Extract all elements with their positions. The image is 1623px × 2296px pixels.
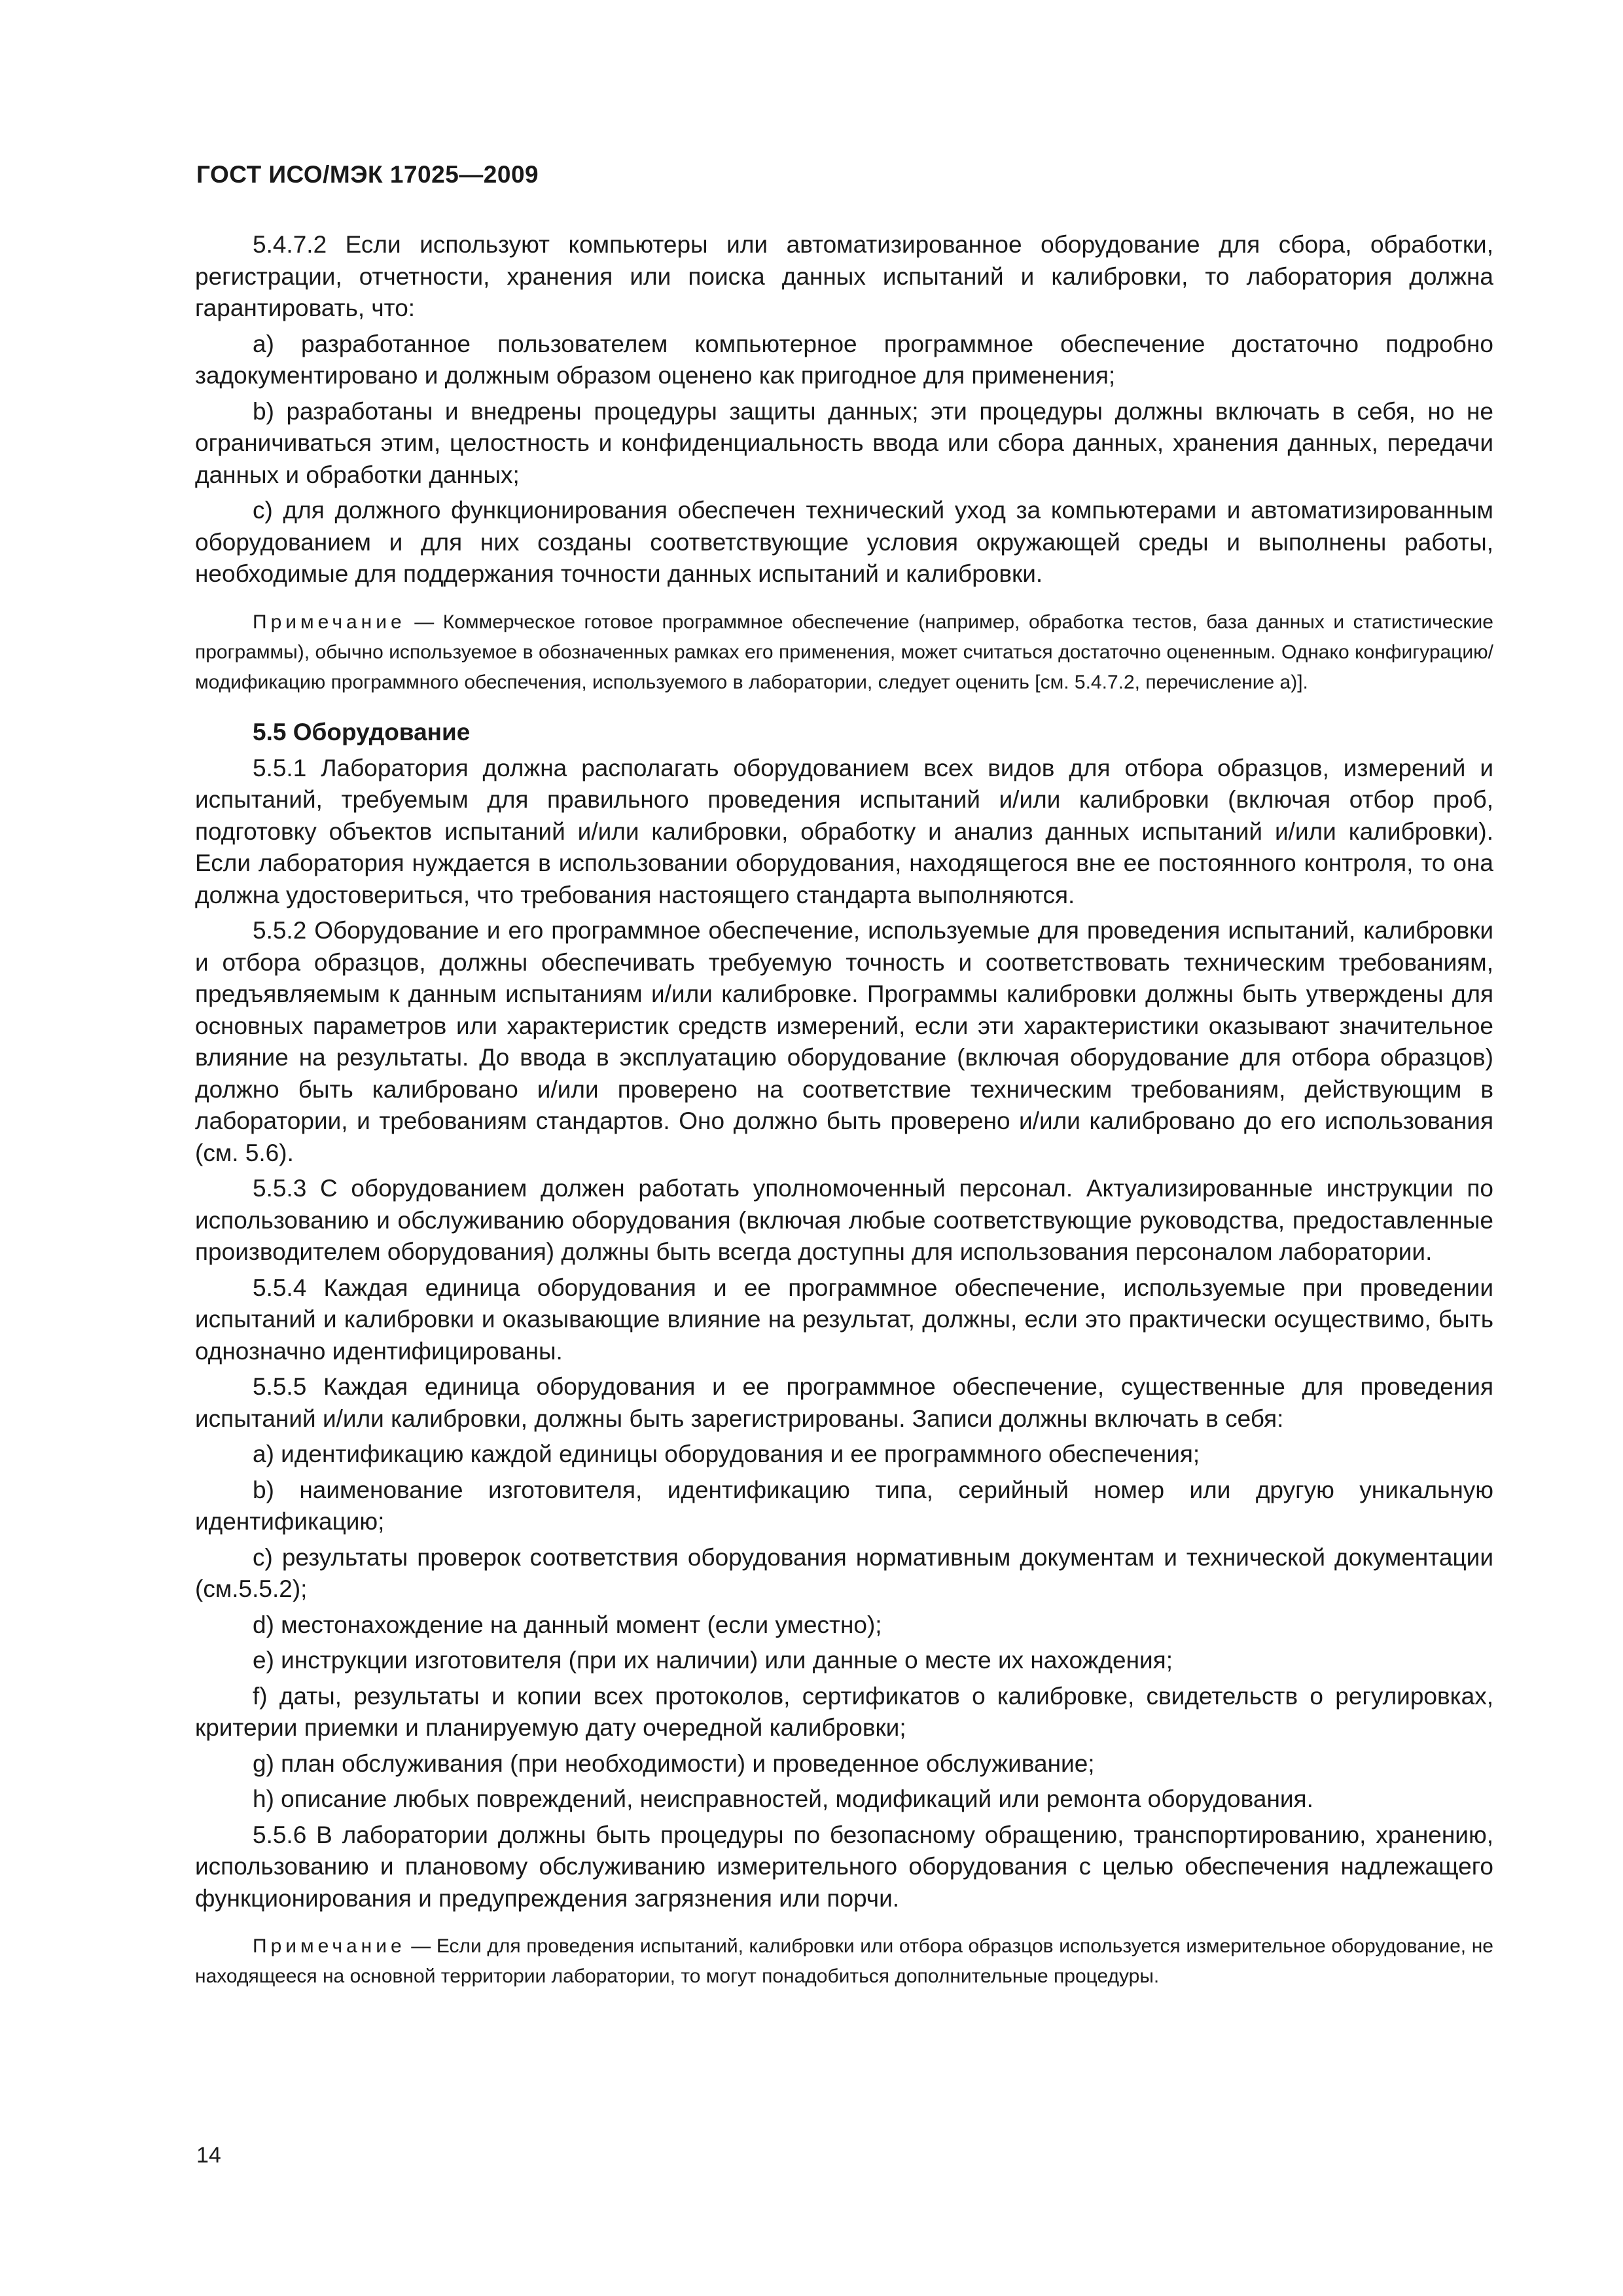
list-item-a: a) идентификацию каждой единицы оборудования и ее программного обеспечения; [253,1441,1200,1467]
note-text: — Если для проведения испытаний, калибровки или отбора образцов используется измерительное оборудование, не находящееся на основной территории лаборатории, то могут понадобиться дополнительные процедуры. [195,1935,1493,1987]
list-item-d: d) местонахождение на данный момент (если уместно); [253,1611,882,1638]
list-item-a: a) разработанное пользователем компьютерное программное обеспечение достаточно подробно задокументировано и должным образом оценено как пригодное для применения; [195,330,1493,389]
list-item-b: b) разработаны и внедрены процедуры защиты данных; эти процедуры должны включать в себя, но не ограничиваться этим, целостность и конфиденциальность ввода или сбора данных, хранения данных, передачи данных и обработки данных; [195,397,1493,488]
paragraph-5-5-5: 5.5.5 Каждая единица оборудования и ее программное обеспечение, существенные для проведения испытаний и/или калибровки, должны быть зарегистрированы. Записи должны включать в себя: [195,1373,1493,1432]
note-label: Примечание [253,1935,406,1957]
paragraph-5-5-2: 5.5.2 Оборудование и его программное обеспечение, используемые для проведения испытаний, калибровки и отбора образцов, должны обеспечивать требуемую точность и соответствовать техническим требованиям, предъявляемым к данным испытаниям и/или калибровке. Программы калибровки должны быть утверждены для основных параметров или характеристик средств измерений, если эти характеристики оказывают значительное влияние на результаты. До ввода в эксплуатацию оборудование (включая оборудование для отбора образцов) должно быть калибровано и/или проверено на соответствие техническим требованиям, действующим в лаборатории, и требованиям стандартов. Оно должно быть проверено и/или калибровано до его использования (см. 5.6). [195,917,1493,1166]
page-number: 14 [196,2143,221,2168]
list-item-f: f) даты, результаты и копии всех протоколов, сертификатов о калибровке, свидетельств о регулировках, критерии приемки и планируемую дату очередной калибровки; [195,1682,1493,1741]
document-header: ГОСТ ИСО/МЭК 17025—2009 [196,161,539,188]
section-heading-5-5: 5.5 Оборудование [253,718,471,745]
list-item-g: g) план обслуживания (при необходимости) и проведенное обслуживание; [253,1749,1095,1777]
paragraph-5-5-6: 5.5.6 В лаборатории должны быть процедуры по безопасному обращению, транспортированию, хранению, использованию и плановому обслуживанию измерительного оборудования с целью обеспечения надлежащего функционирования и предупреждения загрязнения или порчи. [195,1821,1493,1912]
note-text: — Коммерческое готовое программное обеспечение (например, обработка тестов, база данных и статистические программы), обычно используемое в обозначенных рамках его применения, может считаться достаточно оцененным. Однако конфигурацию/модификацию программного обеспечения, используемого в лаборатории, следует оценить [см. 5.4.7.2, перечисление а)]. [195,611,1493,693]
list-item-e: e) инструкции изготовителя (при их наличии) или данные о месте их нахождения; [253,1647,1173,1674]
paragraph-5-5-4: 5.5.4 Каждая единица оборудования и ее программное обеспечение, используемые при проведении испытаний и калибровки и оказывающие влияние на результат, должны, если это практически осуществимо, быть однозначно идентифицированы. [195,1274,1493,1365]
note-label: Примечание [253,611,406,633]
note-2 [195,1931,1493,1992]
list-item-b: b) наименование изготовителя, идентификацию типа, серийный номер или другую уникальную идентификацию; [195,1476,1493,1535]
note-1 [195,607,1493,698]
list-item-c: c) для должного функционирования обеспечен технический уход за компьютерами и автоматизированным оборудованием и для них созданы соответствующие условия окружающей среды и выполнены работы, необходимые для поддержания точности данных испытаний и калибровки. [195,497,1493,587]
paragraph-5-4-7-2: 5.4.7.2 Если используют компьютеры или автоматизированное оборудование для сбора, обработки, регистрации, отчетности, хранения или поиска данных испытаний и калибровки, то лаборатория должна гарантировать, что: [195,231,1493,321]
paragraph-5-5-3: 5.5.3 С оборудованием должен работать уполномоченный персонал. Актуализированные инструкции по использованию и обслуживанию оборудования (включая любые соответствующие руководства, предоставленные производителем оборудования) должны быть всегда доступны для использования персоналом лаборатории. [195,1175,1493,1265]
list-item-h: h) описание любых повреждений, неисправностей, модификаций или ремонта оборудования. [253,1785,1313,1812]
paragraph-5-5-1: 5.5.1 Лаборатория должна располагать оборудованием всех видов для отбора образцов, измерений и испытаний, требуемым для правильного проведения испытаний и/или калибровки (включая отбор проб, подготовку объектов испытаний и/или калибровки, обработку и анализ данных испытаний и/или калибровки). Если лаборатория нуждается в использовании оборудования, находящегося вне ее постоянного контроля, то она должна удостовериться, что требования настоящего стандарта выполняются. [195,754,1493,908]
document-body [195,229,1493,2010]
list-item-c: c) результаты проверок соответствия оборудования нормативным документам и технической документации (см.5.5.2); [195,1543,1493,1602]
